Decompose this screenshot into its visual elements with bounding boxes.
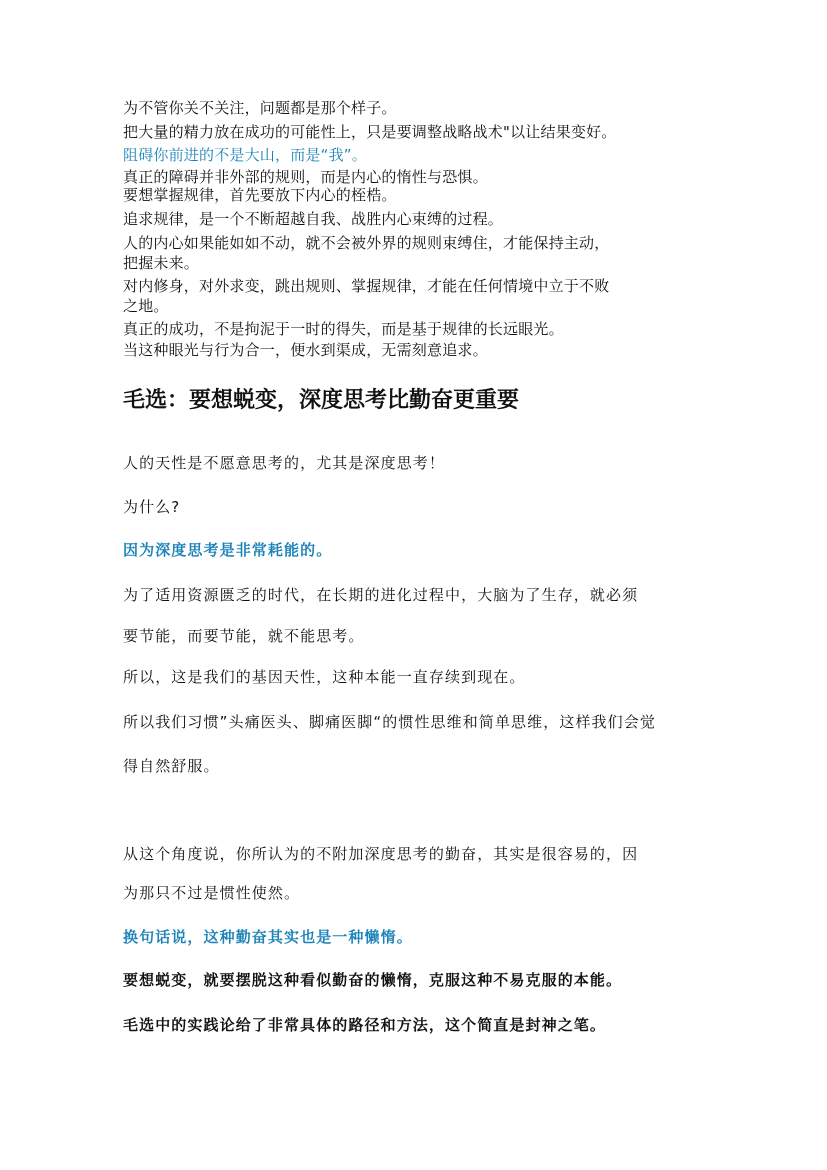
text-line: 对内修身，对外求变，跳出规则、掌握规律，才能在任何情境中立于不败 <box>123 277 610 295</box>
text-line: 真正的障碍并非外部的规则，而是内心的惰性与恐惧。 <box>123 168 488 186</box>
text-line: 追求规律，是一个不断超越自我、战胜内心束缚的过程。 <box>123 210 504 228</box>
text-line: 为不管你关不关注，问题都是那个样子。 <box>123 99 397 117</box>
paragraph-line: 所以我们习惯”头痛医头、脚痛医脚“的惯性思维和简单思维，这样我们会觉 <box>123 713 656 731</box>
paragraph-line: 为那只不过是惯性使然。 <box>123 884 301 902</box>
text-line: 之地。 <box>123 297 169 315</box>
text-line: 真正的成功，不是拘泥于一时的得失，而是基于规律的长远眼光。 <box>123 320 564 338</box>
text-line: 人的内心如果能如如不动，就不会被外界的规则束缚住，才能保持主动， <box>123 234 610 252</box>
paragraph-line: 得自然舒服。 <box>123 757 220 775</box>
text-line: 把握未来。 <box>123 254 200 272</box>
highlighted-text-line: 阻碍你前进的不是大山，而是“我”。 <box>123 146 367 164</box>
text-line: 要想掌握规律，首先要放下内心的桎梏。 <box>123 186 397 204</box>
paragraph-line: 为了适用资源匮乏的时代，在长期的进化过程中，大脑为了生存，就必须 <box>123 586 639 604</box>
highlighted-paragraph: 换句话说，这种勤奋其实也是一种懒惰。 <box>123 928 413 946</box>
highlighted-paragraph: 因为深度思考是非常耗能的。 <box>123 541 333 559</box>
section-heading: 毛选：要想蜕变，深度思考比勤奋更重要 <box>123 388 520 413</box>
paragraph-line: 要节能，而要节能，就不能思考。 <box>123 627 365 645</box>
paragraph-line: 所以，这是我们的基因天性，这种本能一直存续到现在。 <box>123 668 526 686</box>
text-line: 把大量的精力放在成功的可能性上，只是要调整战略战术"以让结果变好。 <box>123 123 617 141</box>
text-line: 当这种眼光与行为合一，便水到渠成，无需刻意追求。 <box>123 341 488 359</box>
paragraph-line: 人的天性是不愿意思考的，尤其是深度思考！ <box>123 454 446 472</box>
paragraph-line: 为什么? <box>123 498 181 516</box>
bold-paragraph: 要想蜕变，就要摆脱这种看似勤奋的懒惰，克服这种不易克服的本能。 <box>123 971 623 989</box>
paragraph-line: 从这个角度说，你所认为的不附加深度思考的勤奋，其实是很容易的，因 <box>123 845 639 863</box>
bold-paragraph: 毛选中的实践论给了非常具体的路径和方法，这个简直是封神之笔。 <box>123 1016 607 1034</box>
